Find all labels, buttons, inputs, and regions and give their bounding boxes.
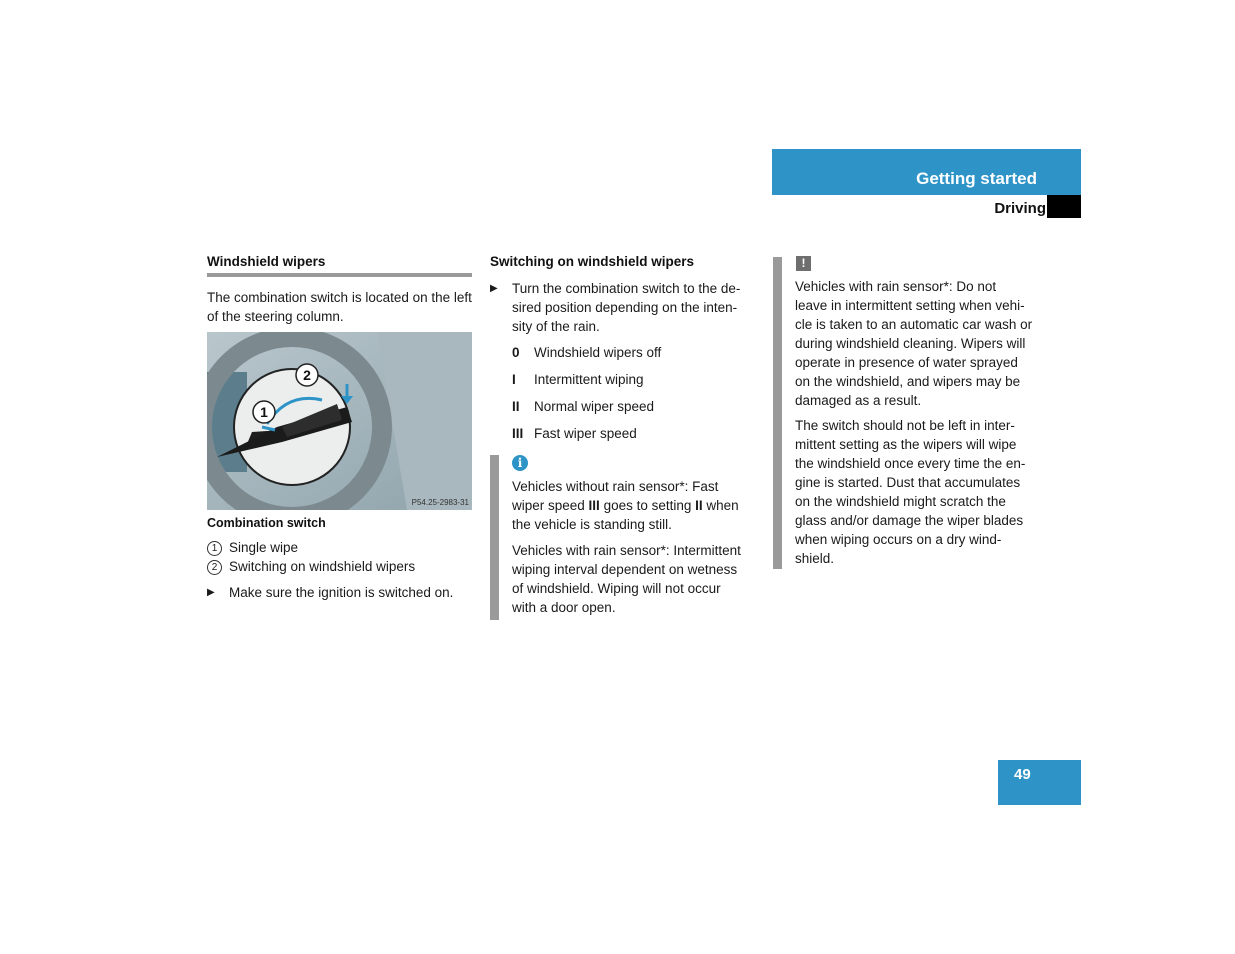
section-title: Getting started xyxy=(916,169,1037,188)
bullet-arrow-icon: ▶ xyxy=(490,283,498,294)
figure-legend xyxy=(207,538,472,576)
position-item xyxy=(512,343,762,362)
position-text: Fast wiper speed xyxy=(534,426,637,441)
position-code: I xyxy=(512,372,516,387)
page-number: 49 xyxy=(1014,766,1031,783)
wiper-positions-list xyxy=(512,343,762,443)
position-text: Windshield wipers off xyxy=(534,345,662,360)
warning-note-bar xyxy=(773,257,782,569)
subsection-marker xyxy=(1047,195,1081,218)
callout-2-label: 2 xyxy=(303,367,311,383)
legend-number: 2 xyxy=(207,560,222,575)
steering-illustration xyxy=(207,332,472,510)
position-code: III xyxy=(512,426,524,441)
legend-text: Single wipe xyxy=(229,540,299,555)
instruction-step xyxy=(490,279,760,336)
subsection-title: Driving xyxy=(994,200,1046,217)
warning-p2: The switch should not be left in inter- mittent setting as the wipers will wipe the windshield once every time the en- gine is started. Dust that accumulates on the windshield might scratch the glass and/or damage the wiper blades when wiping occurs on a dry wind- shield. xyxy=(795,418,1026,566)
info-note-bar xyxy=(490,455,499,620)
position-text: Normal wiper speed xyxy=(534,399,655,414)
position-code: 0 xyxy=(512,345,520,360)
step-text: Make sure the ignition is switched on. xyxy=(229,585,454,600)
legend-number: 1 xyxy=(207,541,222,556)
heading-rule xyxy=(207,273,472,277)
info-note-p2: Vehicles with rain sensor*: Intermittent wiping interval dependent on wetness of windshield. Wiping will not occur with a door open. xyxy=(512,543,741,615)
info-icon: i xyxy=(512,455,528,471)
legend-text: Switching on windshield wipers xyxy=(229,559,416,574)
section-tab xyxy=(772,149,1081,195)
bullet-arrow-icon: ▶ xyxy=(207,587,215,598)
position-item xyxy=(512,370,762,389)
callout-1-label: 1 xyxy=(260,404,268,420)
section-heading-switching-on: Switching on windshield wipers xyxy=(490,254,695,269)
position-text: Intermittent wiping xyxy=(534,372,644,387)
combination-switch-figure xyxy=(207,332,472,510)
intro-text: The combination switch is located on the left of the steering column. xyxy=(207,290,472,324)
position-item xyxy=(512,397,762,416)
warning-p1: Vehicles with rain sensor*: Do not leave in intermittent setting when vehi- cle is taken to an automatic car wash or during windshield cleaning. Wipers will operate in presence of water sprayed on the windshield, and wipers may be damaged as a result. xyxy=(795,279,1033,408)
legend-item xyxy=(207,557,472,576)
figure-caption: Combination switch xyxy=(207,516,326,530)
position-item xyxy=(512,424,762,443)
page-number-tab xyxy=(998,760,1081,805)
legend-item xyxy=(207,538,472,557)
position-code: II xyxy=(512,399,520,414)
step-text: Turn the combination switch to the de- sired position depending on the inten- sity of the rain. xyxy=(512,281,741,334)
warning-icon: ! xyxy=(796,256,811,271)
figure-code: P54.25-2983-31 xyxy=(411,498,469,507)
info-note-p1: Vehicles without rain sensor*: Fast wiper speed III goes to setting II when the vehicle is standing still. xyxy=(512,479,739,532)
instruction-step xyxy=(207,583,477,602)
section-heading-wipers: Windshield wipers xyxy=(207,254,326,269)
